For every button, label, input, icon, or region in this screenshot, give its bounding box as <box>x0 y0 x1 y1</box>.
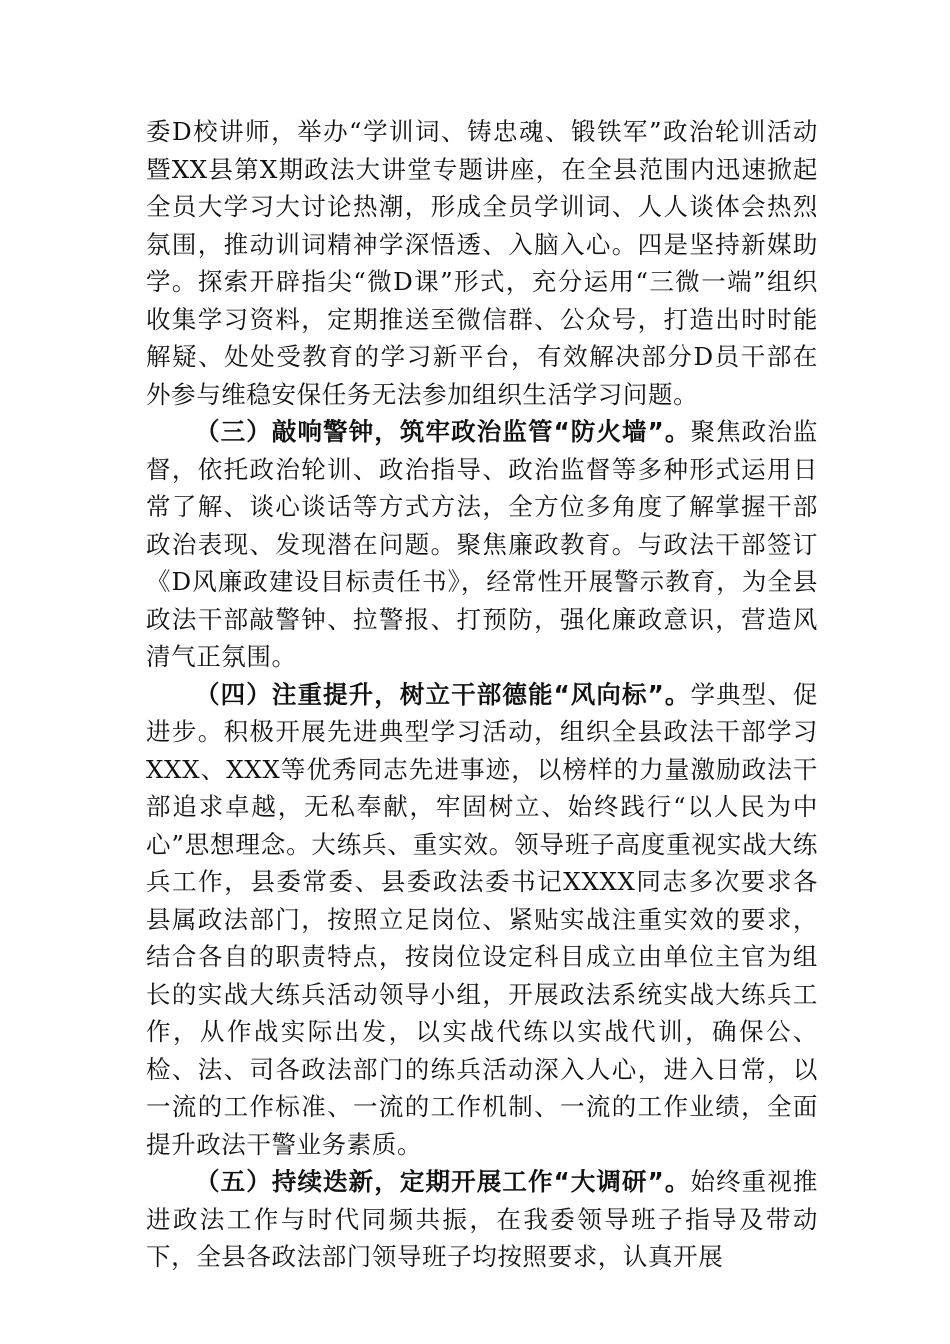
section-heading-4: （四）注重提升，树立干部德能“风向标”。 <box>195 679 691 709</box>
section-heading-3: （三）敲响警钟，筑牢政治监管“防火墙”。 <box>195 417 691 446</box>
paragraph-continuation <box>146 113 818 413</box>
paragraph-text: 学典型、促进步。积极开展先进典型学习活动，组织全县政法干部学习XXX、XXX等优秀同志先进事迹，以榜样的力量激励政法干部追求卓越，无私奉献，牢固树立、始终践行“以人民为中心”思想理念。大练兵、重实效。领导班子高度重视实战大练兵工作，县委常委、县委政法委书记XXXX同志多次要求各县属政法部门，按照立足岗位、紧贴实战注重实效的要求，结合各自的职责特点，按岗位设定科目成立由单位主官为组长的实战大练兵活动领导小组，开展政法系统实战大练兵工作，从作战实际出发，以实战代练以实战代训，确保公、检、法、司各政法部门的练兵活动深入人心，进入日常，以一流的工作标准、一流的工作机制、一流的工作业绩，全面提升政法干警业务素质。 <box>146 679 819 1159</box>
paragraph-section-5 <box>146 1163 818 1276</box>
document-body <box>146 113 818 1276</box>
section-heading-5: （五）持续迭新，定期开展工作“大调研”。 <box>195 1167 691 1196</box>
paragraph-text: 委D校讲师，举办“学训词、铸忠魂、锻铁军”政治轮训活动暨XX县第X期政法大讲堂专题讲座，在全县范围内迅速掀起全员大学习大讨论热潮，形成全员学训词、人人谈体会热烈氛围，推动训词精神学深悟透、入脑入心。四是坚持新媒助学。探索开辟指尖“微D课”形式，充分运用“三微一端”组织收集学习资料，定期推送至微信群、公众号，打造出时时能解疑、处处受教育的学习新平台，有效解决部分D员干部在外参与维稳安保任务无法参加组织生活学习问题。 <box>146 117 818 409</box>
paragraph-text: 聚焦政治监督，依托政治轮训、政治指导、政治监督等多种形式运用日常了解、谈心谈话等方式方法，全方位多角度了解掌握干部政治表现、发现潜在问题。聚焦廉政教育。与政法干部签订《D风廉政建设目标责任书》，经常性开展警示教育，为全县政法干部敲警钟、拉警报、打预防，强化廉政意识，营造风清气正氛围。 <box>146 417 819 671</box>
paragraph-section-3 <box>146 413 818 676</box>
paragraph-section-4 <box>146 676 818 1164</box>
paragraph-text: 始终重视推进政法工作与时代同频共振，在我委领导班子指导及带动下，全县各政法部门领导班子均按照要求，认真开展 <box>146 1167 819 1271</box>
